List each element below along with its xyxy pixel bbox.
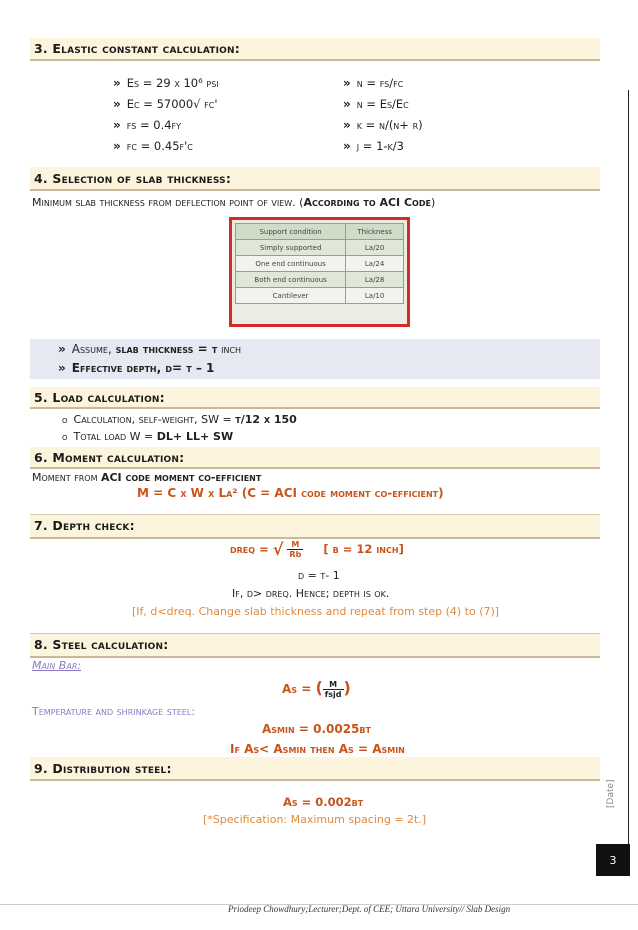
table-row: Cantilever La/10 — [236, 288, 404, 304]
section-9-title: 9. Distribution steel: — [34, 761, 172, 776]
formula-n-fs: » n = fs/fc — [343, 76, 404, 90]
footer-text: Priodeep Chowdhury;Lecturer;Dept. of CEE; Uttara University// Slab Design — [228, 904, 511, 914]
formula-n-es: » n = Es/Ec — [343, 97, 409, 111]
depth-ok-line: If, d> dreq. Hence; depth is ok. — [232, 587, 390, 600]
moment-source-line: Moment from ACI code moment co-efficient — [32, 471, 262, 484]
table-header-support: Support condition — [236, 224, 346, 240]
asmin-formula: Asmin = 0.0025bt — [262, 722, 371, 736]
effective-depth-line: » Effective depth, d= t – 1 — [58, 361, 215, 375]
formula-fs: » fs = 0.4fy — [113, 118, 182, 132]
spacing-specification: [*Specification: Maximum spacing = 2t.] — [203, 813, 427, 826]
as-formula: As = ( $\frac{M}{\text{fsjd}}$ ) — [282, 678, 351, 699]
section-4-description: Minimum slab thickness from deflection point of view. (According to ACI Code) — [32, 196, 436, 209]
table-row: One end continuous La/24 — [236, 256, 404, 272]
page-number: 3 — [596, 844, 630, 876]
depth-fail-note: [If, d<dreq. Change slab thickness and repeat from step (4) to (7)] — [132, 605, 500, 618]
assume-line: » Assume, slab thickness = t inch — [58, 342, 242, 356]
section-8-title: 8. Steel calculation: — [34, 637, 169, 652]
section-7-title: 7. Depth check: — [34, 518, 135, 533]
formula-k: » k = n/(n+ r) — [343, 118, 423, 132]
temperature-steel-label: Temperature and shrinkage steel: — [32, 705, 196, 718]
distribution-formula: As = 0.002bt — [283, 795, 364, 809]
dreq-formula: dreq = √ $\frac{M}{Rb}$ [ b = 12 inch] — [230, 540, 404, 559]
total-load-line: o Total load W = DL+ LL+ SW — [62, 430, 234, 443]
d-line: d = t- 1 — [298, 569, 340, 582]
table-header-thickness: Thickness — [346, 224, 404, 240]
formula-fc: » fc = 0.45f'c — [113, 139, 193, 153]
asmin-condition: If As< Asmin then As = Asmin — [230, 742, 405, 756]
self-weight-line: o Calculation, self-weight, SW = t/12 x 150 — [62, 413, 297, 426]
formula-es: » Es = 29 x 10⁶ psi — [113, 76, 219, 90]
side-vertical-rule — [628, 90, 629, 850]
section-3-title: 3. Elastic constant calculation: — [34, 41, 240, 56]
formula-ec: » Ec = 57000√ fc' — [113, 97, 218, 111]
section-4-title: 4. Selection of slab thickness: — [34, 171, 232, 186]
table-row: Both end continuous La/28 — [236, 272, 404, 288]
date-placeholder: [Date] — [606, 779, 616, 808]
table-row: Simply supported La/20 — [236, 240, 404, 256]
dreq-fraction: $\frac{M}{Rb}$ — [289, 540, 302, 559]
sqrt-icon: √ — [272, 540, 284, 559]
moment-formula: M = C x W x La² (C = ACI code moment co-efficient) — [137, 486, 444, 500]
section-6-title: 6. Moment calculation: — [34, 450, 185, 465]
section-5-title: 5. Load calculation: — [34, 390, 165, 405]
slab-thickness-table-image — [229, 217, 410, 327]
main-bar-label: Main Bar: — [32, 659, 82, 672]
formula-j: » j = 1-k/3 — [343, 139, 404, 153]
slab-thickness-table — [235, 223, 404, 304]
